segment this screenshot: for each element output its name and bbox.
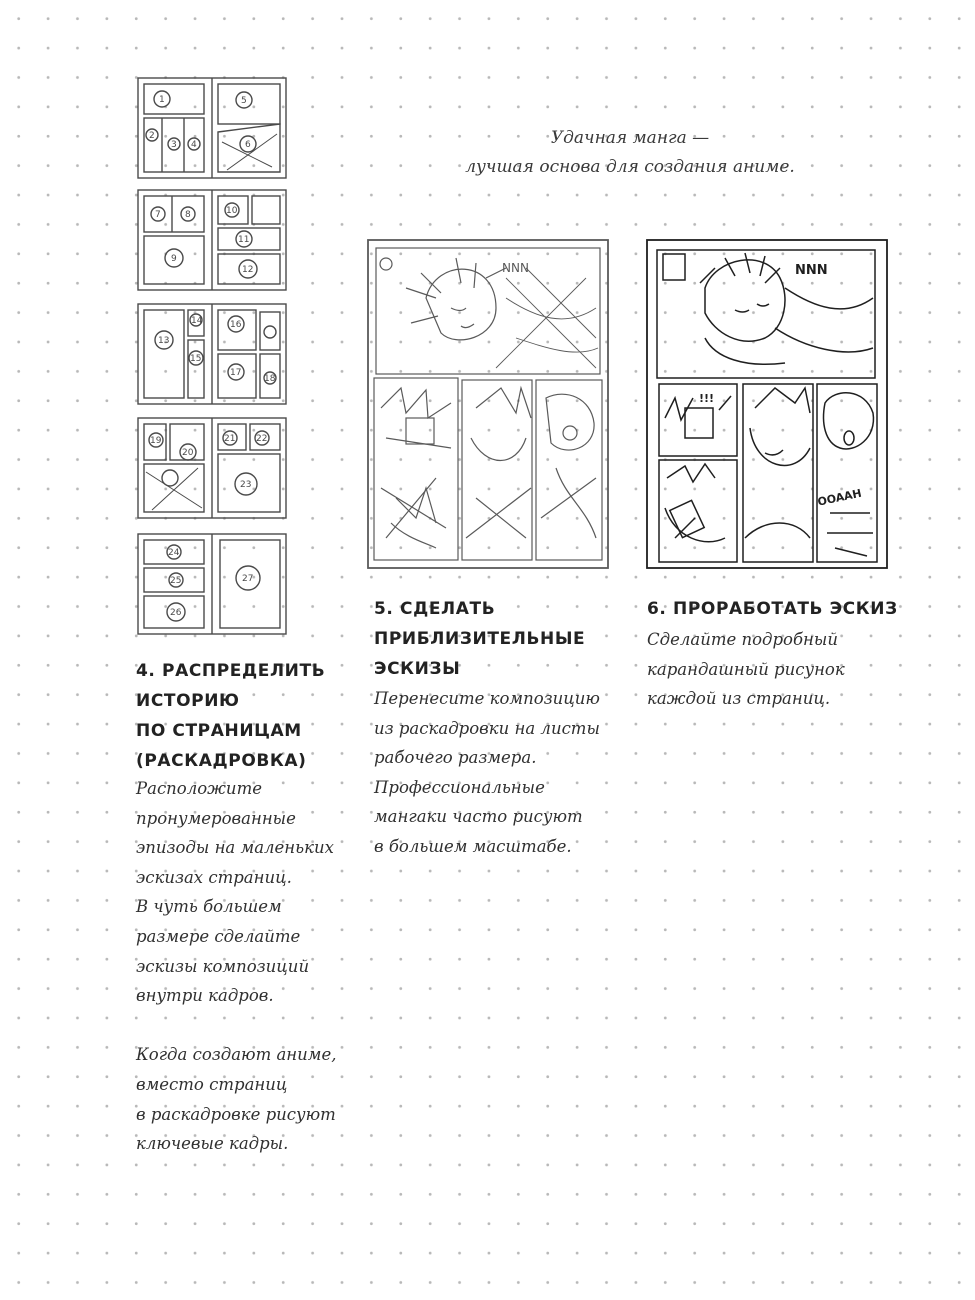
step4-note-line: вместо страниц bbox=[136, 1074, 288, 1094]
step4-body-line: эскизах страниц. bbox=[136, 867, 292, 887]
thumb-spread-5 bbox=[138, 534, 286, 634]
thumb-num-4: 4 bbox=[191, 140, 197, 150]
step5-heading-line: ЭСКИЗЫ bbox=[374, 659, 461, 679]
quote bbox=[440, 124, 820, 182]
thumb-spread-2 bbox=[138, 190, 286, 290]
quote-line-2: лучшая основа для создания аниме. bbox=[465, 157, 795, 177]
thumb-spread-3 bbox=[138, 304, 286, 404]
step4-note-line: ключевые кадры. bbox=[136, 1134, 289, 1154]
step5-heading-line: 5. СДЕЛАТЬ bbox=[374, 599, 496, 619]
step4-body-line: Расположите bbox=[136, 779, 262, 798]
thumb-num-24: 24 bbox=[168, 548, 180, 558]
step5-body bbox=[374, 684, 600, 862]
step6-body bbox=[647, 625, 845, 714]
refined-sfx-zzz: NNN bbox=[795, 263, 828, 278]
thumb-num-18: 18 bbox=[264, 374, 276, 384]
step6-body-line: Сделайте подробный bbox=[647, 630, 838, 649]
thumb-num-16: 16 bbox=[230, 320, 242, 330]
thumb-num-23: 23 bbox=[240, 480, 252, 490]
step4-body bbox=[136, 774, 337, 1159]
thumb-num-3: 3 bbox=[171, 140, 177, 150]
step5-body-line: Профессиональные bbox=[374, 777, 545, 797]
step4-heading bbox=[136, 656, 325, 776]
step6-heading-line: 6. ПРОРАБОТАТЬ ЭСКИЗ bbox=[647, 599, 898, 619]
thumb-num-14: 14 bbox=[191, 316, 203, 326]
thumb-num-12: 12 bbox=[242, 265, 254, 275]
step6-body-line: каждой из страниц. bbox=[647, 689, 831, 709]
step4-body-line: внутри кадров. bbox=[136, 986, 274, 1006]
thumb-num-6: 6 bbox=[245, 140, 251, 150]
step5-body-line: рабочего размера. bbox=[374, 748, 537, 768]
step4-heading-line: ПО СТРАНИЦАМ bbox=[136, 721, 302, 741]
thumb-num-21: 21 bbox=[224, 434, 236, 444]
thumb-num-20: 20 bbox=[182, 448, 194, 458]
step4-heading-line: (РАСКАДРОВКА) bbox=[136, 751, 307, 771]
quote-line-1: Удачная манга — bbox=[550, 128, 710, 148]
thumb-num-13: 13 bbox=[158, 336, 170, 346]
step5-body-line: в большем масштабе. bbox=[374, 836, 572, 856]
thumb-num-5: 5 bbox=[241, 96, 247, 106]
step6-heading bbox=[647, 594, 898, 624]
step4-note-line: Когда создают аниме, bbox=[136, 1045, 337, 1065]
step4-body-line: В чуть большем bbox=[136, 897, 282, 917]
thumb-num-8: 8 bbox=[185, 210, 191, 220]
step4-note-line: в раскадровке рисуют bbox=[136, 1104, 336, 1124]
thumb-num-22: 22 bbox=[256, 434, 268, 444]
step5-body-line: Перенесите композицию bbox=[374, 689, 600, 708]
storyboard-thumbnails bbox=[132, 72, 294, 642]
step4-body-line: пронумерованные bbox=[136, 808, 296, 828]
thumb-num-7: 7 bbox=[155, 210, 161, 220]
thumb-spread-1 bbox=[138, 78, 286, 178]
thumb-num-26: 26 bbox=[170, 608, 182, 618]
rough-sfx: NNN bbox=[502, 261, 529, 275]
thumb-num-1: 1 bbox=[159, 95, 165, 105]
refined-sketch-page bbox=[645, 238, 889, 572]
step4-body-line: эпизоды на маленьких bbox=[136, 838, 334, 858]
step4-body-line: размере сделайте bbox=[136, 926, 301, 946]
thumb-num-2: 2 bbox=[149, 131, 155, 141]
thumb-num-25: 25 bbox=[170, 576, 182, 586]
thumb-num-17: 17 bbox=[230, 368, 242, 378]
thumb-num-15: 15 bbox=[190, 354, 202, 364]
step6-body-line: карандашный рисунок bbox=[647, 659, 845, 679]
step5-heading bbox=[374, 594, 585, 684]
refined-sfx-shout: OOAAH bbox=[816, 486, 863, 509]
step5-body-line: мангаки часто рисуют bbox=[374, 807, 583, 827]
thumb-num-11: 11 bbox=[238, 235, 250, 245]
thumb-num-9: 9 bbox=[171, 254, 177, 264]
step4-body-line: эскизы композиций bbox=[136, 956, 310, 976]
step4-heading-line: 4. РАСПРЕДЕЛИТЬ bbox=[136, 661, 326, 681]
thumb-num-19: 19 bbox=[150, 436, 162, 446]
thumb-num-27: 27 bbox=[242, 574, 254, 584]
step5-body-line: из раскадровки на листы bbox=[374, 718, 600, 738]
refined-sfx-exclaim: !!! bbox=[699, 392, 715, 405]
step5-heading-line: ПРИБЛИЗИТЕЛЬНЫЕ bbox=[374, 629, 586, 649]
rough-sketch-page bbox=[366, 238, 612, 572]
step4-heading-line: ИСТОРИЮ bbox=[136, 691, 240, 711]
thumb-spread-4 bbox=[138, 418, 286, 518]
thumb-num-10: 10 bbox=[226, 206, 238, 216]
